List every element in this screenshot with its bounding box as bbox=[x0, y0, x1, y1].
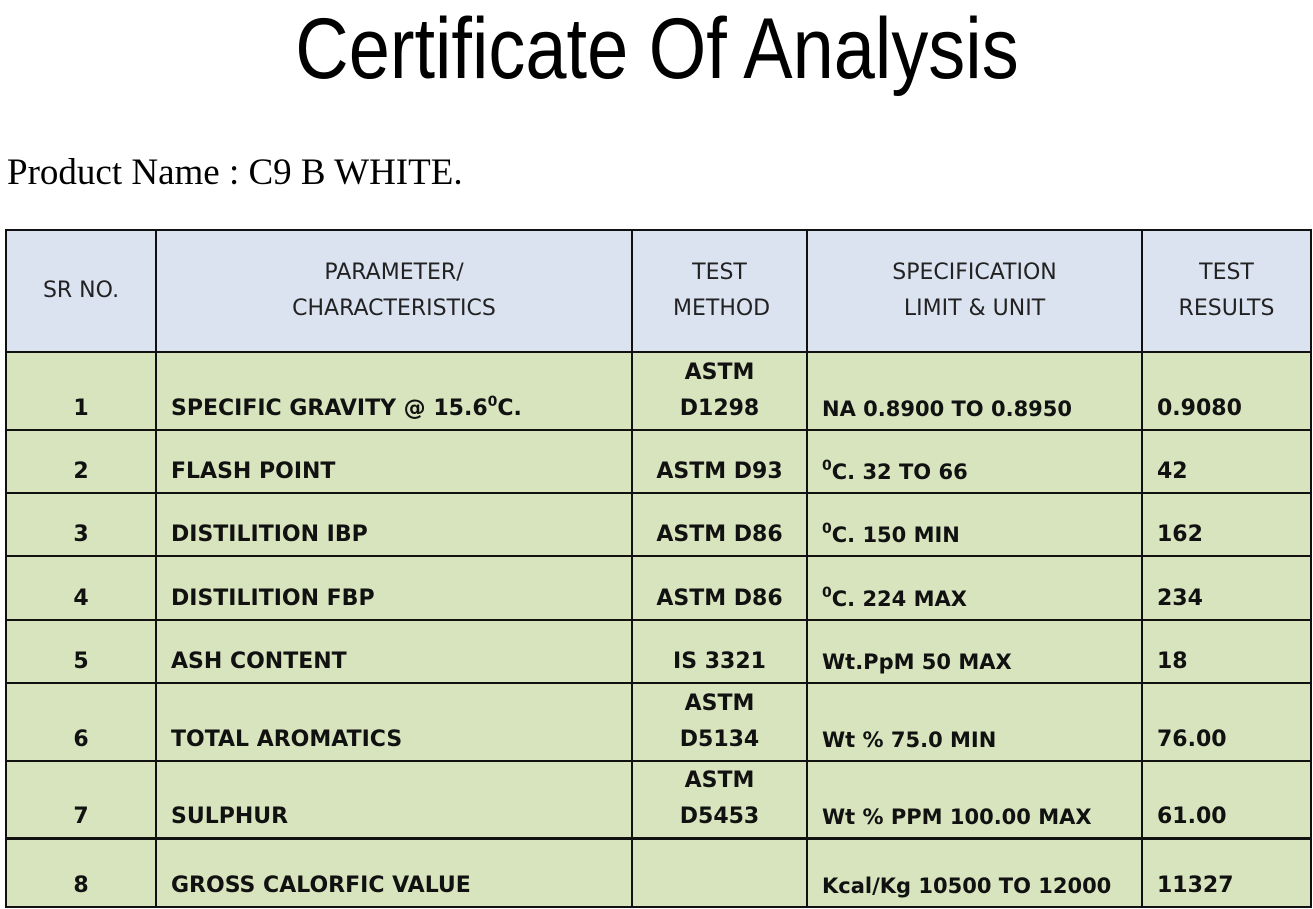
spec-cell bbox=[807, 839, 1142, 907]
spec-cell bbox=[807, 352, 1142, 430]
analysis-table bbox=[5, 229, 1312, 908]
table-row bbox=[6, 556, 1311, 619]
parameter-cell: FLASH POINT bbox=[156, 430, 632, 493]
parameter-text-suffix: C. bbox=[497, 395, 522, 421]
spec-superscript: 0 bbox=[822, 458, 832, 475]
spec-cell bbox=[807, 430, 1142, 493]
method-cell: ASTM D5453 bbox=[632, 761, 807, 839]
spec-text: Wt % PPM 100.00 MAX bbox=[822, 805, 1092, 830]
sr-cell: 4 bbox=[6, 556, 156, 619]
spec-cell bbox=[807, 620, 1142, 683]
spec-text: C. 150 MIN bbox=[831, 523, 960, 548]
result-cell: 76.00 bbox=[1142, 683, 1311, 761]
spec-cell bbox=[807, 761, 1142, 839]
result-cell: 18 bbox=[1142, 620, 1311, 683]
method-cell: ASTM D86 bbox=[632, 493, 807, 556]
header-sr-no: SR NO. bbox=[6, 230, 156, 352]
table-row bbox=[6, 493, 1311, 556]
spec-cell bbox=[807, 493, 1142, 556]
table-row bbox=[6, 352, 1311, 430]
header-specification: SPECIFICATION LIMIT & UNIT bbox=[807, 230, 1142, 352]
header-test-method: TEST METHOD bbox=[632, 230, 807, 352]
spec-text: Wt.PpM 50 MAX bbox=[822, 650, 1012, 675]
page-title: Certificate Of Analysis bbox=[295, 1, 1019, 97]
result-cell: 0.9080 bbox=[1142, 352, 1311, 430]
parameter-text: SPECIFIC GRAVITY @ 15.6 bbox=[171, 395, 488, 421]
header-test-results: TEST RESULTS bbox=[1142, 230, 1311, 352]
parameter-cell: DISTILITION FBP bbox=[156, 556, 632, 619]
sr-cell: 5 bbox=[6, 620, 156, 683]
spec-superscript: 0 bbox=[822, 584, 832, 601]
table-header-row bbox=[6, 230, 1311, 352]
method-cell: ASTM D86 bbox=[632, 556, 807, 619]
spec-superscript: 0 bbox=[822, 521, 832, 538]
parameter-cell: SULPHUR bbox=[156, 761, 632, 839]
result-cell: 61.00 bbox=[1142, 761, 1311, 839]
result-cell: 42 bbox=[1142, 430, 1311, 493]
method-cell: ASTM D5134 bbox=[632, 683, 807, 761]
product-name: Product Name : C9 B WHITE. bbox=[7, 152, 463, 193]
method-cell bbox=[632, 839, 807, 907]
table-row bbox=[6, 430, 1311, 493]
spec-text: Wt % 75.0 MIN bbox=[822, 727, 997, 752]
parameter-cell: TOTAL AROMATICS bbox=[156, 683, 632, 761]
table-row bbox=[6, 761, 1311, 839]
table-row bbox=[6, 683, 1311, 761]
method-cell: ASTM D93 bbox=[632, 430, 807, 493]
sr-cell: 6 bbox=[6, 683, 156, 761]
method-cell: ASTM D1298 bbox=[632, 352, 807, 430]
sr-cell: 7 bbox=[6, 761, 156, 839]
parameter-cell: GROSS CALORFIC VALUE bbox=[156, 839, 632, 907]
sr-cell: 3 bbox=[6, 493, 156, 556]
spec-cell bbox=[807, 556, 1142, 619]
spec-text: C. 224 MAX bbox=[831, 586, 967, 611]
result-cell: 11327 bbox=[1142, 839, 1311, 907]
result-cell: 162 bbox=[1142, 493, 1311, 556]
parameter-cell bbox=[156, 352, 632, 430]
method-cell: IS 3321 bbox=[632, 620, 807, 683]
spec-text: NA 0.8900 TO 0.8950 bbox=[822, 396, 1073, 421]
spec-text: Kcal/Kg 10500 TO 12000 bbox=[822, 874, 1112, 898]
spec-text: C. 32 TO 66 bbox=[831, 460, 968, 485]
sr-cell: 8 bbox=[6, 839, 156, 907]
table-row bbox=[6, 620, 1311, 683]
table-row bbox=[6, 839, 1311, 907]
parameter-cell: DISTILITION IBP bbox=[156, 493, 632, 556]
parameter-cell: ASH CONTENT bbox=[156, 620, 632, 683]
degree-superscript: 0 bbox=[487, 393, 498, 410]
spec-cell bbox=[807, 683, 1142, 761]
sr-cell: 2 bbox=[6, 430, 156, 493]
header-parameter: PARAMETER/ CHARACTERISTICS bbox=[156, 230, 632, 352]
sr-cell: 1 bbox=[6, 352, 156, 430]
result-cell: 234 bbox=[1142, 556, 1311, 619]
